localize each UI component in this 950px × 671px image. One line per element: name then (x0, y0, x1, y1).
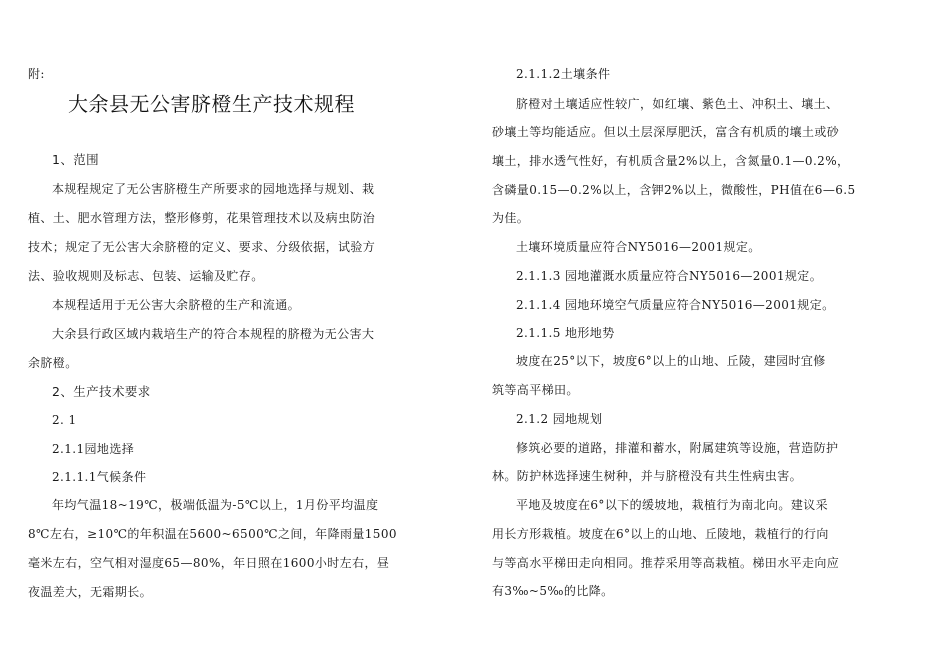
planning-paragraph-line: 修筑必要的道路，排灌和蓄水，附属建筑等设施，营造防护 (516, 441, 839, 455)
section-1-heading: 1、范围 (52, 152, 100, 167)
planning-paragraph-line: 林。防护林选择速生树种，并与脐橙没有共生性病虫害。 (492, 469, 803, 483)
climate-paragraph-line: 年均气温18~19℃，极端低温为-5℃以上，1月份平均温度 (52, 498, 379, 512)
terrain-paragraph-line: 筑等高平梯田。 (492, 383, 579, 397)
scope-definition-line: 余脐橙。 (28, 356, 78, 370)
soil-paragraph-line: 脐橙对土壤适应性较广，如红壤、紫色土、冲积土、壤土、 (516, 97, 839, 111)
section-2-1-1-2-heading: 2.1.1.2土壤条件 (516, 67, 611, 81)
layout-paragraph-line: 与等高水平梯田走向相同。推荐采用等高栽植。梯田水平走向应 (492, 556, 840, 570)
soil-environment-standard: 土壤环境质量应符合NY5016—2001规定。 (516, 240, 761, 254)
layout-paragraph-line: 用长方形栽植。坡度在6°以上的山地、丘陵地，栽植行的行向 (492, 527, 829, 541)
appendix-label: 附: (28, 67, 45, 81)
climate-paragraph-line: 夜温差大，无霜期长。 (28, 585, 153, 599)
scope-paragraph-line: 本规程规定了无公害脐橙生产所要求的园地选择与规划、栽 (52, 182, 375, 196)
soil-paragraph-line: 含磷量0.15—0.2%以上，含钾2%以上，微酸性，PH值在6—6.5 (492, 183, 856, 197)
document-title: 大余县无公害脐橙生产技术规程 (68, 92, 355, 116)
soil-paragraph-line: 为佳。 (492, 211, 530, 225)
section-2-1-1-4-air: 2.1.1.4 园地环境空气质量应符合NY5016—2001规定。 (516, 298, 835, 312)
terrain-paragraph-line: 坡度在25°以下，坡度6°以上的山地、丘陵，建园时宜修 (516, 354, 826, 368)
section-2-1-heading: 2. 1 (52, 413, 77, 427)
section-2-1-1-1-heading: 2.1.1.1气候条件 (52, 470, 147, 484)
scope-paragraph-line: 植、土、肥水管理方法，整形修剪，花果管理技术以及病虫防治 (28, 211, 376, 225)
scope-definition-line: 大余县行政区域内栽培生产的符合本规程的脐橙为无公害大 (52, 327, 375, 341)
section-2-1-1-3-irrigation: 2.1.1.3 园地灌溉水质量应符合NY5016—2001规定。 (516, 269, 823, 283)
section-2-1-2-heading: 2.1.2 园地规划 (516, 412, 603, 426)
scope-paragraph-line: 技术；规定了无公害大余脐橙的定义、要求、分级依据，试验方 (28, 240, 376, 254)
soil-paragraph-line: 砂壤土等均能适应。但以土层深厚肥沃，富含有机质的壤土或砂 (492, 125, 840, 139)
section-2-1-1-heading: 2.1.1园地选择 (52, 442, 135, 456)
soil-paragraph-line: 壤土，排水透气性好，有机质含量2%以上，含氮量0.1—0.2%， (492, 154, 850, 168)
section-2-heading: 2、生产技术要求 (52, 384, 151, 399)
scope-applicability: 本规程适用于无公害大余脐橙的生产和流通。 (52, 298, 301, 312)
climate-paragraph-line: 毫米左右，空气相对湿度65—80%，年日照在1600小时左右，昼 (28, 556, 390, 570)
climate-paragraph-line: 8℃左右，≥10℃的年积温在5600~6500℃之间，年降雨量1500 (28, 527, 397, 541)
scope-paragraph-line: 法、验收规则及标志、包装、运输及贮存。 (28, 269, 264, 283)
layout-paragraph-line: 平地及坡度在6°以下的缓坡地，栽植行为南北向。建议采 (516, 498, 829, 512)
section-2-1-1-5-heading: 2.1.1.5 地形地势 (516, 326, 615, 340)
layout-paragraph-line: 有3‰~5‰的比降。 (492, 584, 614, 598)
